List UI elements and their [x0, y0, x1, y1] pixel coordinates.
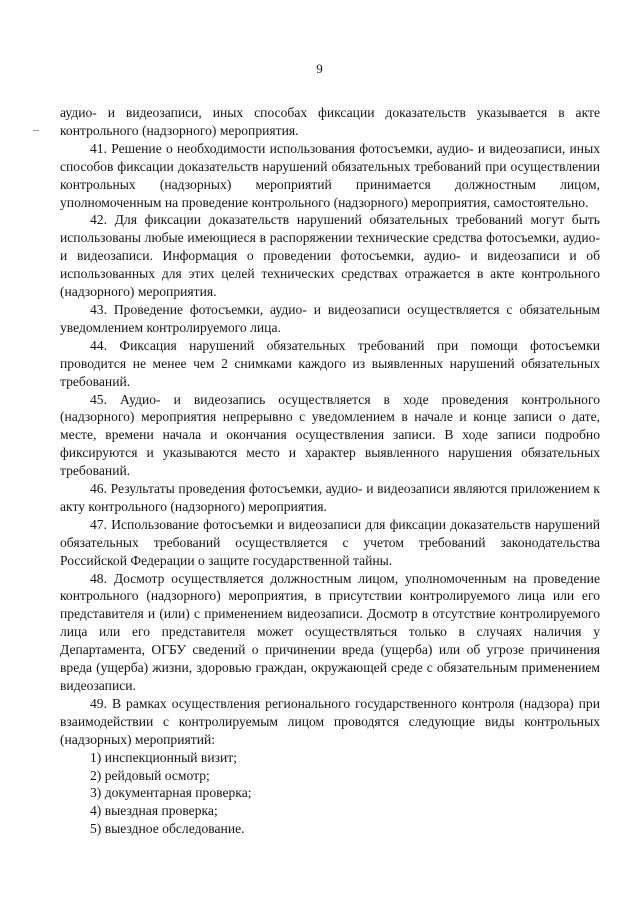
paragraph: 48. Досмотр осуществляется должностным лицом, уполномоченным на проведение контрольного (надзорного) мероприятия, в присутствии контролируемого лица или его представителя и (или) с применением видеозаписи. Досмотр в отсутствие контролируемого лица или его представителя может осуществляться только в случаях наличия у Департамента, ОГБУ сведений о причинении вреда (ущерба) или об угрозе причинения вреда (ущерба) жизни, здоровью граждан, окружающей среде с обязательным применением видеозаписи.	[60, 570, 600, 693]
page-number: 9	[316, 61, 323, 76]
paragraph: 42. Для фиксации доказательств нарушений обязательных требований могут быть использованы любые имеющиеся в распоряжении технические средства фотосъемки, аудио- и видеозаписи. Информация о проведении фотосъемки, аудио- и видеозаписи и об использованных для этих целей технических средствах отражается в акте контрольного (надзорного) мероприятия.	[60, 212, 600, 300]
paragraph: 43. Проведение фотосъемки, аудио- и видеозаписи осуществляется с обязательным уведомлением контролируемого лица.	[60, 301, 600, 335]
list-item: 1) инспекционный визит;	[90, 749, 237, 765]
list-item: 2) рейдовый осмотр;	[90, 767, 210, 783]
paragraph: 46. Результаты проведения фотосъемки, аудио- и видеозаписи являются приложением к акту контрольного (надзорного) мероприятия.	[60, 481, 600, 514]
paragraph: аудио- и видеозаписи, иных способах фиксации доказательств указывается в акте контрольного (надзорного) мероприятия.	[60, 105, 600, 138]
paragraph: 47. Использование фотосъемки и видеозаписи для фиксации доказательств нарушений обязательных требований осуществляется с учетом требований законодательства Российской Федерации о защите государственной тайны.	[60, 516, 600, 568]
margin-mark	[33, 130, 39, 131]
paragraph: 45. Аудио- и видеозапись осуществляется в ходе проведения контрольного (надзорного) мероприятия непрерывно с уведомлением в начале и конце записи о дате, месте, времени начала и окончания осуществления записи. В ходе записи подробно фиксируются и указываются место и характер выявленного нарушения обязательных требований.	[60, 391, 600, 479]
paragraph: 41. Решение о необходимости использования фотосъемки, аудио- и видеозаписи, иных способов фиксации доказательств нарушений обязательных требований при осуществлении контрольных (надзорных) мероприятий принимается должностным лицом, уполномоченным на проведение контрольного (надзорного) мероприятия, самостоятельно.	[60, 140, 600, 210]
paragraph: 49. В рамках осуществления регионального государственного контроля (надзора) при взаимодействии с контролируемым лицом проводятся следующие виды контрольных (надзорных) мероприятий:	[60, 695, 600, 747]
list-item: 5) выездное обследование.	[90, 821, 245, 837]
paragraph: 44. Фиксация нарушений обязательных требований при помощи фотосъемки проводится не менее чем 2 снимками каждого из выявленных нарушений обязательных требований.	[60, 337, 600, 389]
list-item: 3) документарная проверка;	[90, 785, 252, 801]
list-item: 4) выездная проверка;	[90, 803, 218, 819]
document-body	[60, 104, 600, 838]
inspection-types-list	[60, 749, 600, 839]
paragraph-list	[60, 104, 600, 749]
